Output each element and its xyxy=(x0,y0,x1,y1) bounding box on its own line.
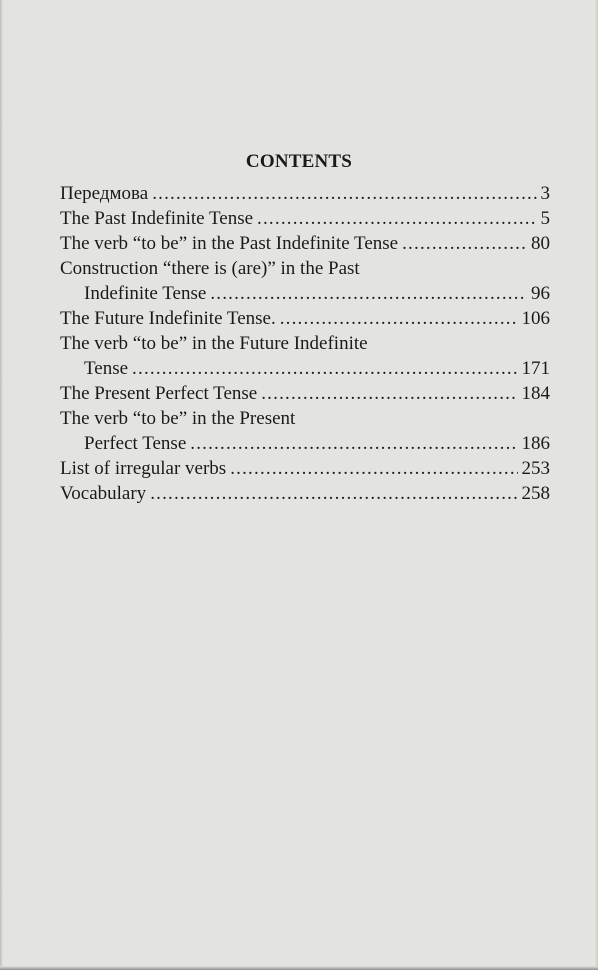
toc-page-number: 186 xyxy=(521,433,550,454)
toc-page-number: 184 xyxy=(521,383,550,404)
dot-leader xyxy=(280,306,518,331)
toc-entry-irregular-verbs[interactable] xyxy=(60,456,550,481)
toc-entry-title-continued: Indefinite Tense xyxy=(84,283,207,304)
dot-leader xyxy=(132,356,517,381)
toc-entry-to-be-future[interactable] xyxy=(60,331,550,381)
toc-entry-title-continued: Tense xyxy=(84,358,129,379)
toc-entry-preface[interactable] xyxy=(60,181,550,206)
toc-entry-to-be-past[interactable] xyxy=(60,231,550,256)
toc-entry-to-be-present-perfect[interactable] xyxy=(60,406,550,456)
table-of-contents xyxy=(60,181,550,506)
dot-leader xyxy=(210,281,527,306)
toc-entry-title: The Future Indefinite Tense. xyxy=(60,308,276,329)
dot-leader xyxy=(261,381,517,406)
dot-leader xyxy=(402,231,527,256)
toc-page-number: 96 xyxy=(531,283,550,304)
toc-page-number: 106 xyxy=(521,308,550,329)
toc-entry-title: Construction “there is (are)” in the Past xyxy=(60,258,360,279)
toc-page-number: 80 xyxy=(531,233,550,254)
toc-page-number: 3 xyxy=(540,183,550,204)
toc-page-number: 253 xyxy=(521,458,550,479)
toc-entry-future-indefinite[interactable] xyxy=(60,306,550,331)
toc-page-number: 5 xyxy=(540,208,550,229)
dot-leader xyxy=(257,206,536,231)
dot-leader xyxy=(152,181,536,206)
toc-entry-present-perfect[interactable] xyxy=(60,381,550,406)
toc-entry-title: The verb “to be” in the Future Indefinite xyxy=(60,333,368,354)
toc-entry-title: The verb “to be” in the Present xyxy=(60,408,296,429)
toc-entry-title: List of irregular verbs xyxy=(60,458,227,479)
toc-page-number: 171 xyxy=(521,358,550,379)
toc-entry-title: The verb “to be” in the Past Indefinite Tense xyxy=(60,233,399,254)
toc-entry-title: The Past Indefinite Tense xyxy=(60,208,254,229)
toc-entry-vocabulary[interactable] xyxy=(60,481,550,506)
toc-entry-title-continued: Perfect Tense xyxy=(84,433,187,454)
page-edge-left xyxy=(0,0,3,970)
toc-entry-there-is-are[interactable] xyxy=(60,256,550,306)
toc-entry-title: Передмова xyxy=(60,183,149,204)
dot-leader xyxy=(150,481,517,506)
page-edge-bottom xyxy=(0,966,598,970)
dot-leader xyxy=(190,431,517,456)
toc-entry-title: Vocabulary xyxy=(60,483,147,504)
contents-title: CONTENTS xyxy=(245,151,353,172)
toc-page-number: 258 xyxy=(521,483,550,504)
toc-entry-title: The Present Perfect Tense xyxy=(60,383,258,404)
toc-entry-past-indefinite[interactable] xyxy=(60,206,550,231)
dot-leader xyxy=(230,456,517,481)
